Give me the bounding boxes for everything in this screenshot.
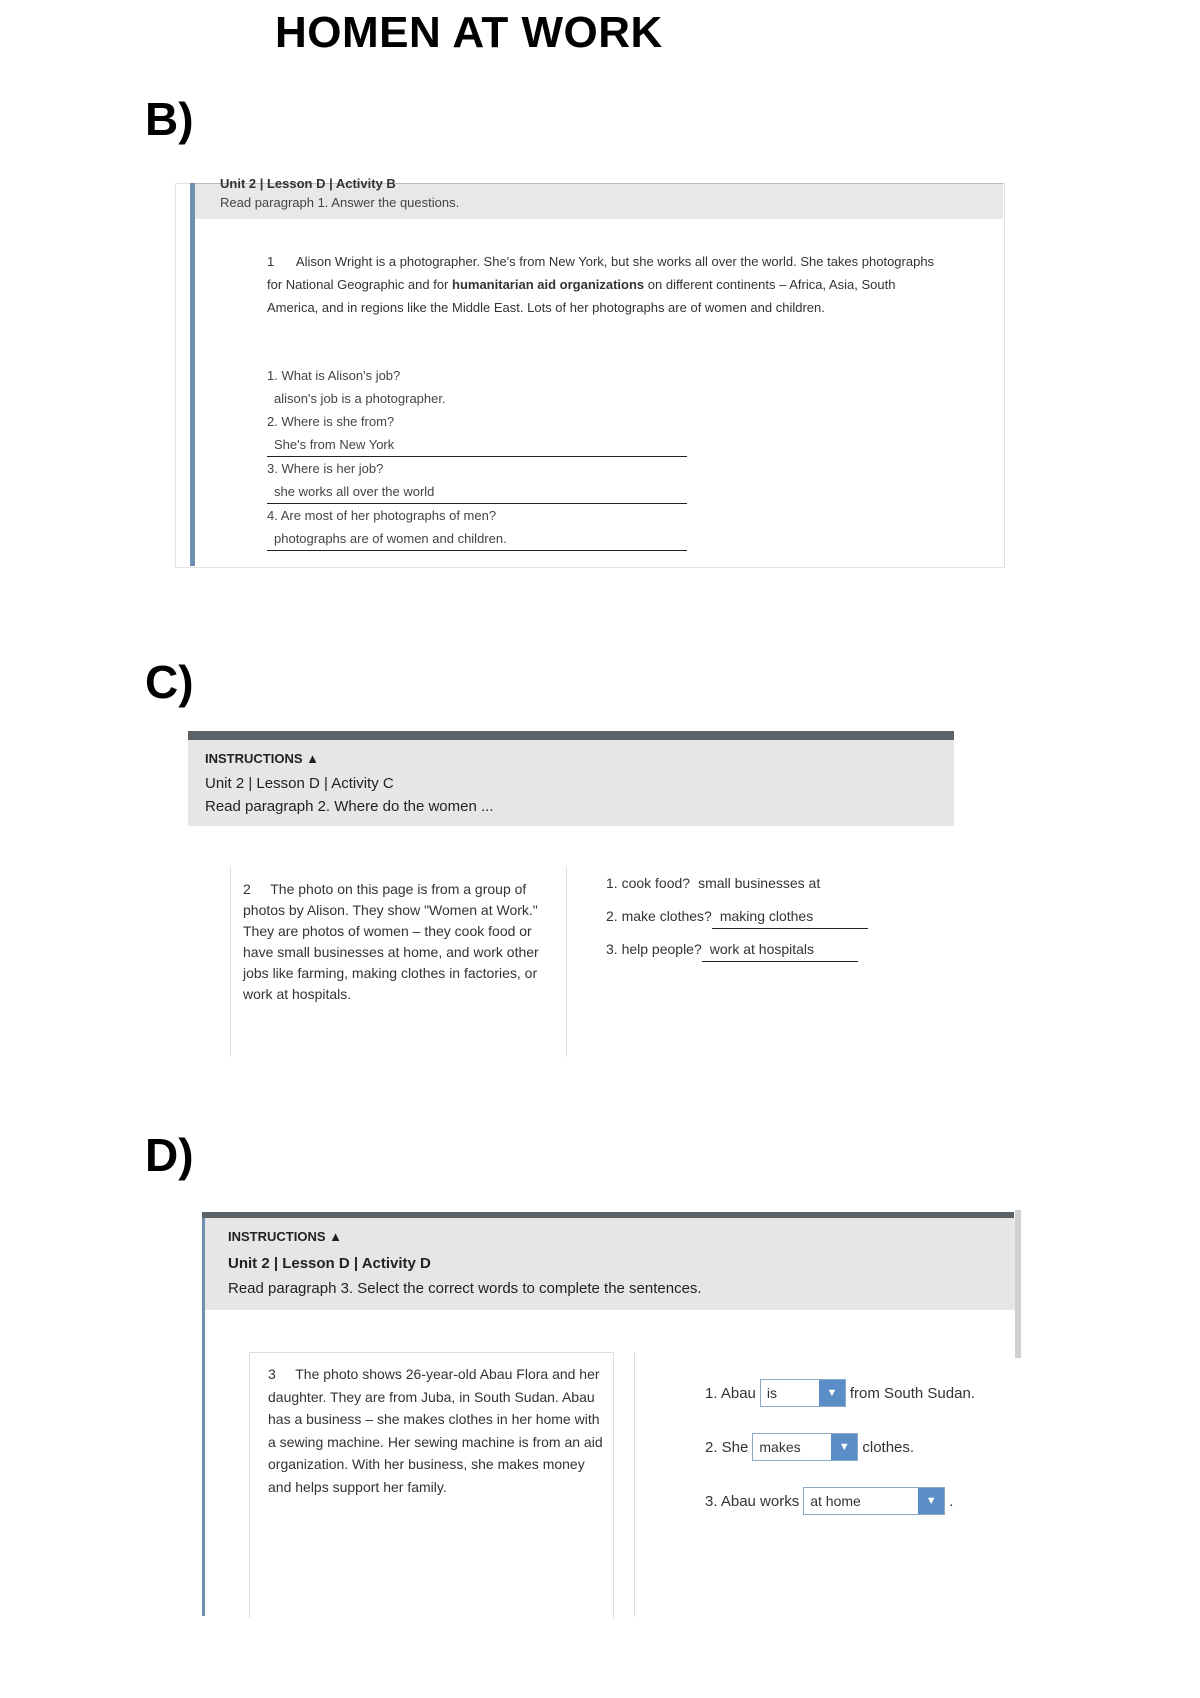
paragraph-2: [243, 879, 553, 1005]
question-text: 3. help people?: [606, 941, 702, 957]
section-b-label: B): [145, 93, 194, 145]
answer-field[interactable]: small businesses at: [698, 875, 821, 891]
sentence-row: [705, 1420, 975, 1474]
chevron-down-icon[interactable]: ▼: [831, 1434, 857, 1460]
question-text: 2. make clothes?: [606, 908, 712, 924]
answer-field[interactable]: She's from New York: [267, 434, 687, 457]
sentence-start: 1. Abau: [705, 1384, 756, 1402]
paragraph-text: on different continents – Africa, Asia, South America, and in regions like the Middle East. Lots of her photographs are of women and children.: [267, 277, 896, 315]
answer-field[interactable]: work at hospitals: [702, 937, 858, 962]
answer-field[interactable]: she works all over the world: [267, 481, 687, 504]
paragraph-3: [268, 1363, 603, 1498]
word-dropdown[interactable]: [760, 1379, 846, 1407]
activity-d-unit: Unit 2 | Lesson D | Activity D: [228, 1255, 431, 1272]
dropdown-value: makes: [759, 1439, 801, 1455]
paragraph-bold-term: humanitarian aid organizations: [452, 277, 645, 292]
sentence-end: .: [949, 1492, 954, 1510]
sentence-start: 3. Abau works: [705, 1492, 800, 1510]
activity-c-unit: Unit 2 | Lesson D | Activity C: [205, 775, 394, 792]
word-dropdown[interactable]: [803, 1487, 945, 1515]
section-c-label: C): [145, 656, 194, 708]
sentence-row: [705, 1366, 975, 1420]
paragraph-text: The photo shows 26-year-old Abau Flora and her daughter. They are from Juba, in South Sudan. Abau has a business – she makes clothes in her home with a sewing machine. Her sewing machine is from an aid organization. With her business, she makes money and helps support her family.: [268, 1366, 603, 1495]
answer-field[interactable]: alison's job is a photographer.: [274, 391, 446, 406]
activity-b-questions: [267, 364, 687, 551]
paragraph-text: Alison Wright is a photographer. She's from New York, but she works all over the world. She takes photographs for National Geographic and for: [267, 254, 935, 292]
word-dropdown[interactable]: [752, 1433, 858, 1461]
activity-b-accent-bar: [190, 183, 195, 566]
section-d-label: D): [145, 1129, 194, 1181]
question-text: 2. Where is she from?: [267, 414, 395, 429]
column-divider: [634, 1352, 635, 1617]
paragraph-number: 3: [268, 1366, 276, 1382]
chevron-down-icon[interactable]: ▼: [918, 1488, 944, 1514]
question-row: [606, 937, 868, 970]
sentence-row: [705, 1474, 975, 1528]
dropdown-value: is: [766, 1385, 778, 1401]
sentence-end: from South Sudan.: [849, 1384, 975, 1402]
paragraph-number: 2: [243, 881, 251, 897]
paragraph-number: 1: [267, 254, 275, 269]
paragraph-text: The photo on this page is from a group of photos by Alison. They show "Women at Work." They are photos of women – they cook food or have small businesses at home, and work other jobs like farming, making clothes in factories, or work at hospitals.: [243, 881, 539, 1002]
chevron-down-icon[interactable]: ▼: [819, 1380, 845, 1406]
activity-b-unit: Unit 2 | Lesson D | Activity B: [220, 176, 396, 191]
question-text: 4. Are most of her photographs of men?: [267, 508, 497, 523]
sentence-end: clothes.: [862, 1438, 915, 1456]
question-row: [606, 904, 868, 937]
answer-field[interactable]: making clothes: [712, 904, 868, 929]
paragraph-1: [267, 250, 947, 319]
dropdown-value: at home: [810, 1493, 861, 1509]
question-text: 1. What is Alison's job?: [267, 368, 401, 383]
page-title: HOMEN AT WORK: [275, 8, 663, 57]
activity-c-questions: [606, 871, 868, 970]
activity-b-instruction: Read paragraph 1. Answer the questions.: [220, 195, 460, 210]
activity-c-top-bar: [188, 731, 954, 740]
instructions-toggle[interactable]: INSTRUCTIONS ▲: [228, 1229, 342, 1244]
question-text: 1. cook food?: [606, 875, 691, 891]
sentence-start: 2. She: [705, 1438, 749, 1456]
answer-field[interactable]: photographs are of women and children.: [267, 528, 687, 551]
question-row: [606, 871, 868, 904]
instructions-toggle[interactable]: INSTRUCTIONS ▲: [205, 751, 319, 766]
activity-d-sentences: [705, 1366, 975, 1528]
activity-c-instruction: Read paragraph 2. Where do the women ...: [205, 798, 494, 815]
scrollbar[interactable]: [1015, 1210, 1021, 1358]
activity-d-instruction: Read paragraph 3. Select the correct words to complete the sentences.: [228, 1280, 702, 1297]
question-text: 3. Where is her job?: [267, 461, 384, 476]
